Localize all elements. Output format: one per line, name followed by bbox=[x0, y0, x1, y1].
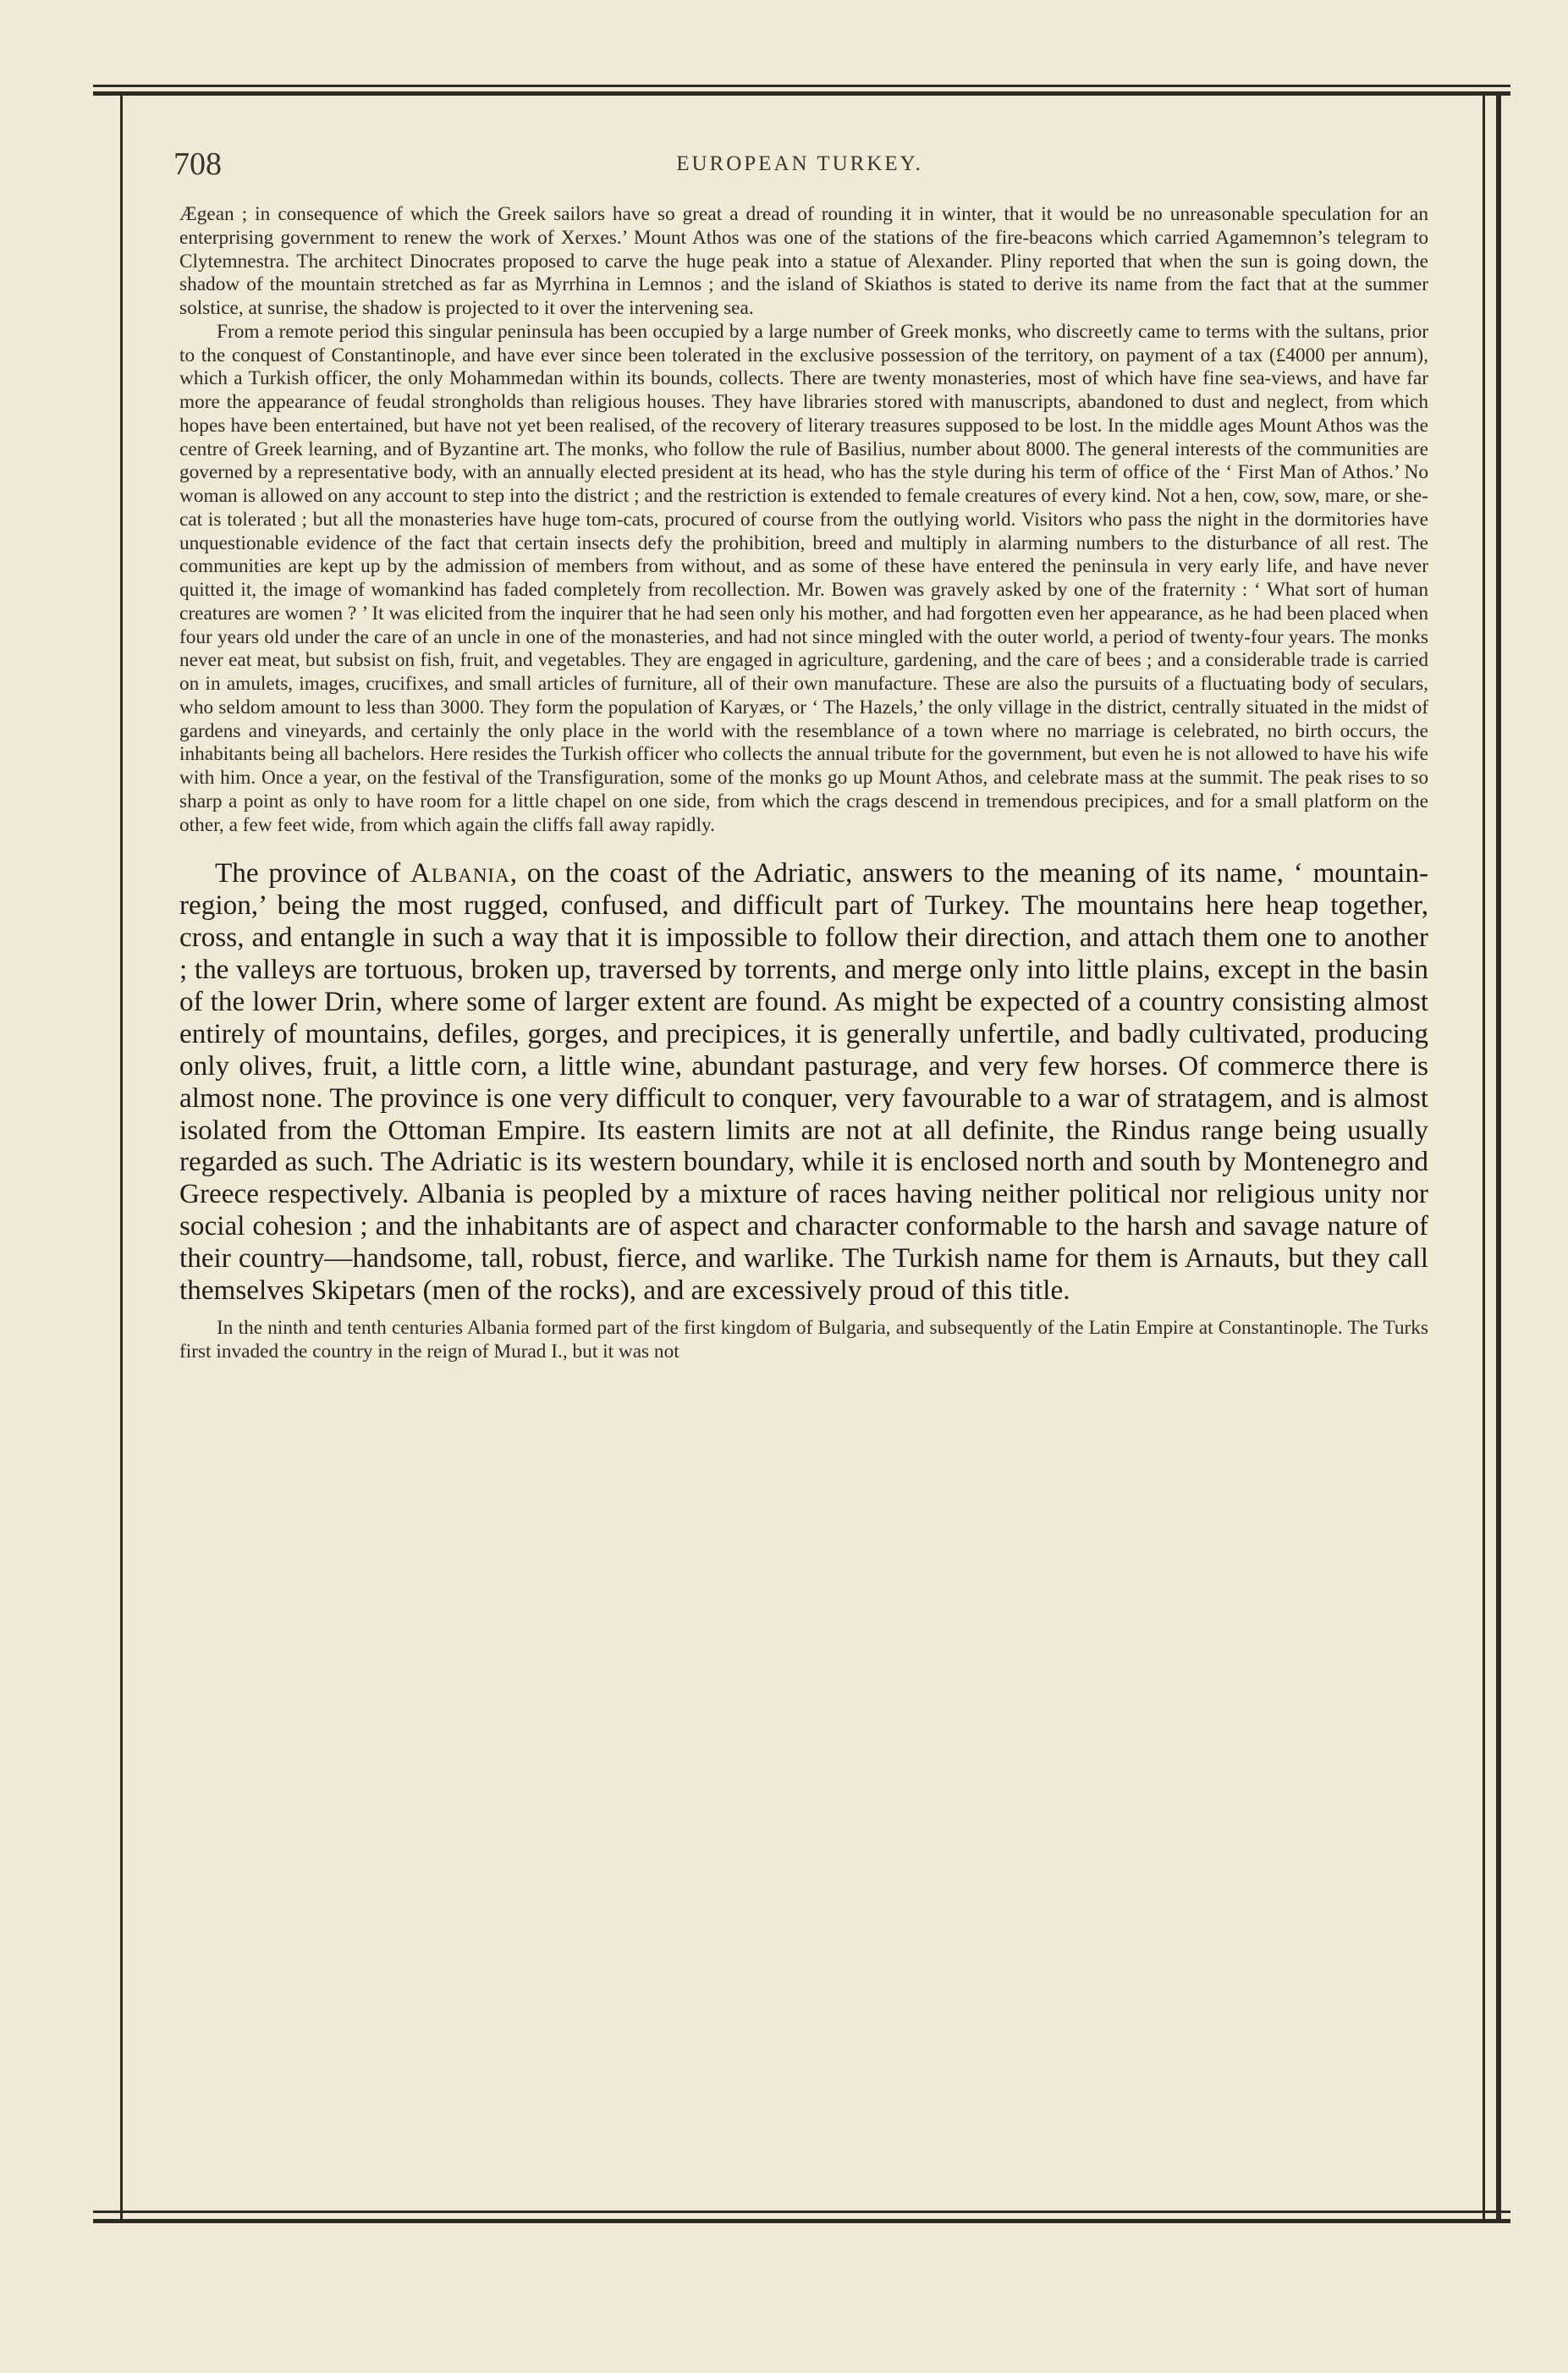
top-rule-thin bbox=[93, 85, 1510, 87]
page-header bbox=[173, 146, 1426, 188]
paragraph-albania bbox=[179, 857, 1428, 1307]
left-rule bbox=[120, 95, 123, 2219]
right-rule-thin bbox=[1483, 95, 1485, 2219]
top-rule-thick bbox=[93, 91, 1510, 96]
albania-lead: The province of bbox=[215, 857, 410, 889]
running-head: EUROPEAN TURKEY. bbox=[676, 152, 923, 175]
body-text bbox=[179, 203, 1428, 1363]
albania-name: Albania bbox=[410, 857, 510, 889]
paragraph-albania-history: In the ninth and tenth centuries Albania formed part of the first kingdom of Bulgaria, and subsequently of the Latin Empire at Constantinople. The Turks first invaded the country in the reign of Murad I., but it was not bbox=[179, 1316, 1428, 1363]
albania-text: , on the coast of the Adriatic, answers to the meaning of its name, ‘ mountain-region,’ being the most rugged, confused, and difficult part of Turkey. The mountains here heap together, cross, and entangle in such a way that it is impossible to follow their direction, and attach them one to another ; the valleys are tortuous, broken up, traversed by torrents, and merge only into little plains, except in the basin of the lower Drin, where some of larger extent are found. As might be expected of a country consisting almost entirely of mountains, defiles, gorges, and precipices, it is generally unfertile, and badly cultivated, producing only olives, fruit, a little corn, a little wine, abundant pasturage, and very few horses. Of commerce there is almost none. The province is one very difficult to conquer, very favourable to a war of stratagem, and is almost isolated from the Ottoman Empire. Its eastern limits are not at all definite, the Rindus range being usually regarded as such. The Adriatic is its western boundary, while it is enclosed north and south by Montenegro and Greece respectively. Albania is peopled by a mixture of races having neither political nor religious unity nor social cohesion ; and the inhabitants are of aspect and character conformable to the harsh and savage nature of their country—handsome, tall, robust, fierce, and warlike. The Turkish name for them is Arnauts, but they call themselves Skipetars (men of the rocks), and are excessively proud of this title. bbox=[179, 857, 1428, 1307]
bottom-rule-thin bbox=[93, 2211, 1510, 2213]
paragraph-athos-monks: From a remote period this singular peninsula has been occupied by a large number of Greek monks, who discreetly came to terms with the sultans, prior to the conquest of Constantinople, and have ever since been tolerated in the exclusive possession of the territory, on payment of a tax (£4000 per annum), which a Turkish officer, the only Mohammedan within its bounds, collects. There are twenty monasteries, most of which have fine sea-views, and have far more the appearance of feudal strongholds than religious houses. They have libraries stored with manuscripts, abandoned to dust and neglect, from which hopes have been entertained, but have not yet been realised, of the recovery of literary treasures supposed to be lost. In the middle ages Mount Athos was the centre of Greek learning, and of Byzantine art. The monks, who follow the rule of Basilius, number about 8000. The general interests of the communities are governed by a representative body, with an annually elected president at its head, who has the style during his term of office of the ‘ First Man of Athos.’ No woman is allowed on any account to step into the district ; and the restriction is extended to female creatures of every kind. Not a hen, cow, sow, mare, or she-cat is tolerated ; but all the monasteries have huge tom-cats, procured of course from the outlying world. Visitors who pass the night in the dormitories have unquestionable evidence of the fact that certain insects defy the prohibition, breed and multiply in alarming numbers to the disturbance of all rest. The communities are kept up by the admission of members from without, and as some of these have entered the peninsula in very early life, and have never quitted it, the image of womankind has faded completely from recollection. Mr. Bowen was gravely asked by one of the fraternity : ‘ What sort of human creatures are women ? ’ It was elicited from the inquirer that he had seen only his mother, and had forgotten even her appearance, as he had been placed when four years old under the care of an uncle in one of the monasteries, and had not since mingled with the outer world, a period of twenty-four years. The monks never eat meat, but subsist on fish, fruit, and vegetables. They are engaged in agriculture, gardening, and the care of bees ; and a considerable trade is carried on in amulets, images, crucifixes, and small articles of furniture, all of their own manufacture. These are also the pursuits of a fluctuating body of seculars, who seldom amount to less than 3000. They form the population of Karyæs, or ‘ The Hazels,’ the only village in the district, centrally situated in the midst of gardens and vineyards, and certainly the only place in the world with the resemblance of a town where no marriage is celebrated, no birth occurs, the inhabitants being all bachelors. Here resides the Turkish officer who collects the annual tribute for the government, but even he is not allowed to have his wife with him. Once a year, on the festival of the Transfiguration, some of the monks go up Mount Athos, and celebrate mass at the summit. The peak rises to so sharp a point as only to have room for a little chapel on one side, from which the crags descend in tremendous precipices, and for a small platform on the other, a few feet wide, from which again the cliffs fall away rapidly. bbox=[179, 320, 1428, 836]
right-rule-thick bbox=[1496, 95, 1501, 2219]
bottom-rule-thick bbox=[93, 2219, 1510, 2223]
page-number: 708 bbox=[173, 146, 222, 182]
paragraph-mount-athos-legends: Ægean ; in consequence of which the Greek sailors have so great a dread of rounding it in winter, that it would be no unreasonable speculation for an enterprising government to renew the work of Xerxes.’ Mount Athos was one of the stations of the fire-beacons which carried Agamemnon’s telegram to Clytemnestra. The architect Dinocrates proposed to carve the huge peak into a statue of Alexander. Pliny reported that when the sun is going down, the shadow of the mountain stretched as far as Myrrhina in Lemnos ; and the island of Skiathos is stated to derive its name from the fact that at the summer solstice, at sunrise, the shadow is projected to it over the intervening sea. bbox=[179, 203, 1428, 319]
